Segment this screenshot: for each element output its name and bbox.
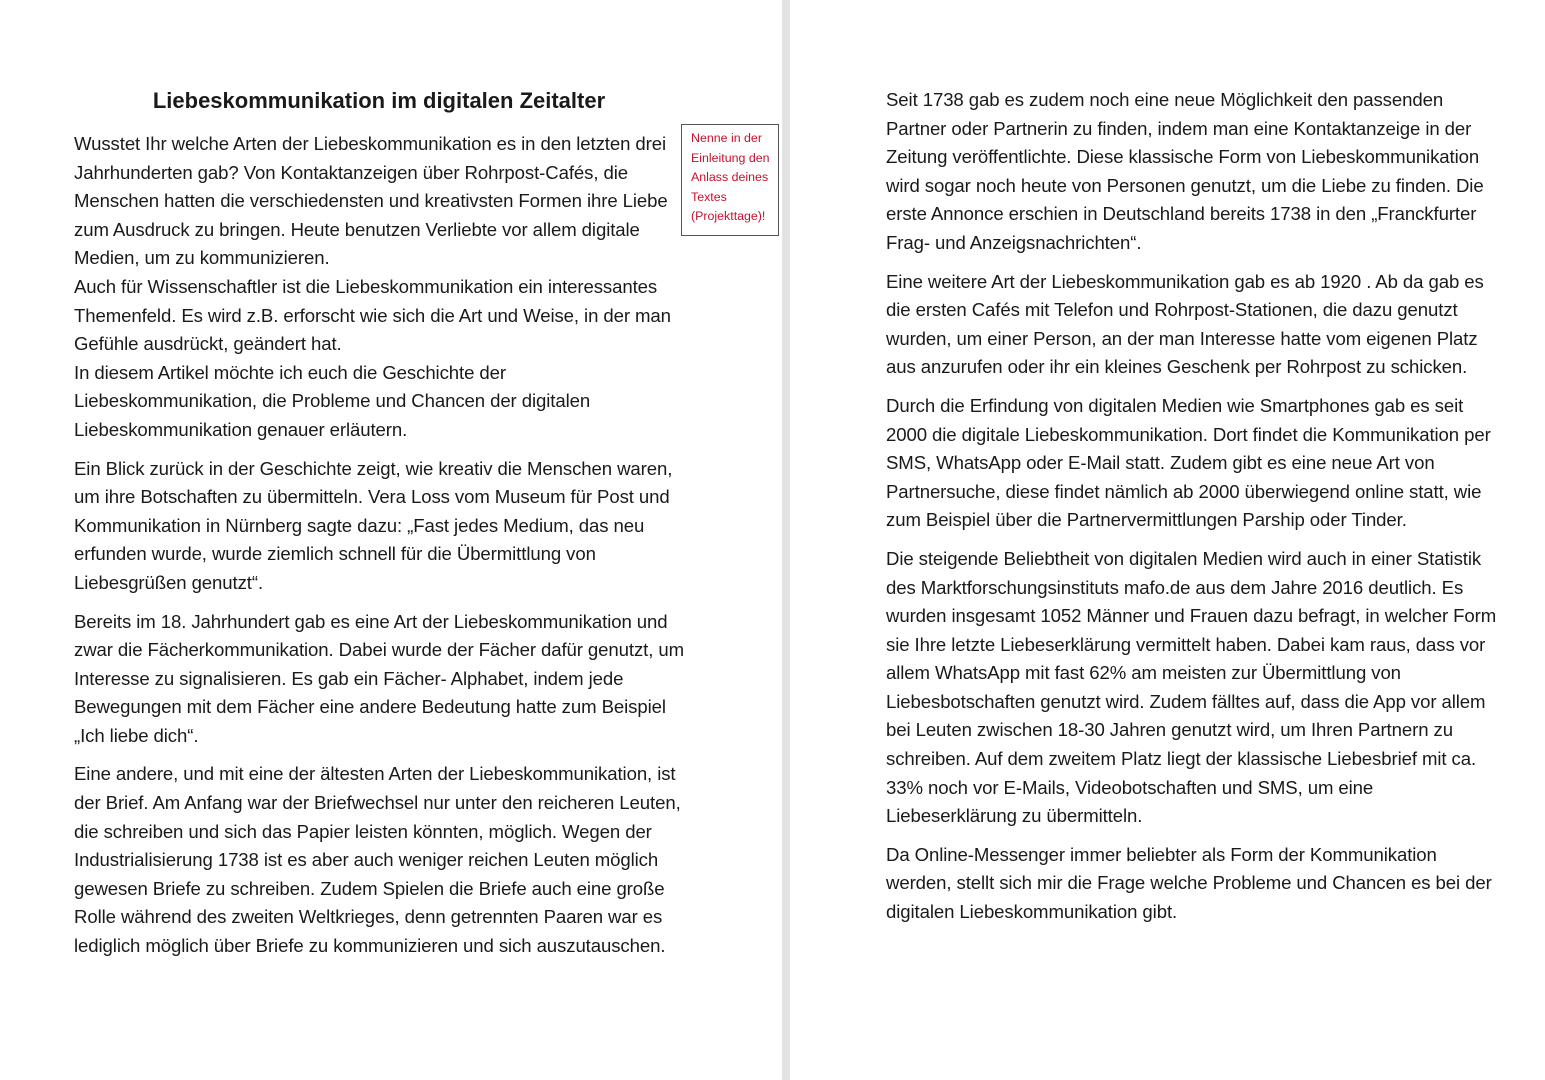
paragraph-statistics: Die steigende Beliebtheit von digitalen Medien wird auch in einer Statistik des Marktforschungsinstituts mafo.de aus dem Jahre 2016 deutlich. Es wurden insgesamt 1052 Männer und Frauen dazu befragt, in welcher Form sie Ihre letzte Liebeserklärung vermittelt haben. Dabei kam raus, dass vor allem WhatsApp mit fast 62% am meisten zur Übermittlung von Liebesbotschaften genutzt wird. Zudem fälltes auf, dass die App vor allem bei Leuten zwischen 18-30 Jahren genutzt wird, um Ihren Partnern zu schreiben. Auf dem zweitem Platz liegt der klassische Liebesbrief mit ca. 33% noch vor E-Mails, Videobotschaften und SMS, um eine Liebeserklärung zu übermitteln.: [886, 547, 1497, 827]
paragraph-science: Auch für Wissenschaftler ist die Liebeskommunikation ein interessantes Themenfeld. Es wird z.B. erforscht wie sich die Art und Weise, in der man Gefühle ausdrückt, geändert hat.: [74, 275, 671, 355]
review-comment-box[interactable]: Nenne in der Einleitung den Anlass deines Textes (Projekttage)!: [681, 124, 779, 236]
paragraph-contact-ads: Seit 1738 gab es zudem noch eine neue Möglichkeit den passenden Partner oder Partnerin zu finden, indem man eine Kontaktanzeige in der Zeitung veröffentlichte. Diese klassische Form von Liebeskommunikation wird sogar noch heute von Personen genutzt, um die Liebe zu finden. Die erste Annonce erschien in Deutschland bereits 1738 in den „Franckfurter Frag- und Anzeigsnachrichten“.: [886, 89, 1484, 253]
paragraph-digital-media: Durch die Erfindung von digitalen Medien wie Smartphones gab es seit 2000 die digitale Liebeskommunikation. Dort findet die Kommunikation per SMS, WhatsApp oder E-Mail statt. Zudem gibt es eine neue Art von Partnersuche, diese findet nämlich ab 2000 überwiegend online statt, wie zum Beispiel über die Partnervermittlungen Parship oder Tinder.: [886, 394, 1491, 531]
paragraph-history: Ein Blick zurück in der Geschichte zeigt, wie kreativ die Menschen waren, um ihre Botschaften zu übermitteln. Vera Loss vom Museum für Post und Kommunikation in Nürnberg sagte dazu: „Fast jedes Medium, das neu erfunden wurde, wurde ziemlich schnell für die Übermittlung von Liebesgrüßen genutzt“.: [74, 457, 673, 593]
paragraph-fan-communication: Bereits im 18. Jahrhundert gab es eine Art der Liebeskommunikation und zwar die Fächerkommunikation. Dabei wurde der Fächer dafür genutzt, um Interesse zu signalisieren. Es gab ein Fächer- Alphabet, indem jede Bewegungen mit dem Fächer eine andere Bedeutung hatte zum Beispiel „Ich liebe dich“.: [74, 610, 684, 746]
paragraph-letters: Eine andere, und mit eine der ältesten Arten der Liebeskommunikation, ist der Brief. Am Anfang war der Briefwechsel nur unter den reicheren Leuten, die schreiben und sich das Papier leisten könnten, möglich. Wegen der Industrialisierung 1738 ist es aber auch weniger reichen Leuten möglich gewesen Briefe zu schreiben. Zudem Spielen die Briefe auch eine große Rolle während des zweiten Weltkrieges, denn getrennten Paaren war es lediglich möglich über Briefe zu kommunizieren und sich auszutauschen.: [74, 763, 681, 957]
paragraph-intro: Wusstet Ihr welche Arten der Liebeskommunikation es in den letzten drei Jahrhunderten gab? Von Kontaktanzeigen über Rohrpost-Cafés, die Menschen hatten die verschiedensten und kreativsten Formen ihre Liebe zum Ausdruck zu bringen. Heute benutzen Verliebte vor allem digitale Medien, um zu kommunizieren.: [74, 133, 668, 269]
article-title: Liebeskommunikation im digitalen Zeitalter: [152, 88, 606, 113]
paragraph-pneumatic-post: Eine weitere Art der Liebeskommunikation gab es ab 1920 . Ab da gab es die ersten Cafés mit Telefon und Rohrpost-Stationen, die dazu genutzt wurden, um einer Person, an der man Interesse hatte vom eigenen Platz aus anzurufen oder ihr ein kleines Geschenk per Rohrpost zu schicken.: [886, 270, 1484, 378]
paragraph-question: Da Online-Messenger immer beliebter als Form der Kommunikation werden, stellt sich mir die Frage welche Probleme und Chancen es bei der digitalen Liebeskommunikation gibt.: [886, 843, 1492, 923]
left-text-column: [74, 130, 684, 971]
paragraph-article-goal: In diesem Artikel möchte ich euch die Geschichte der Liebeskommunikation, die Probleme und Chancen der digitalen Liebeskommunikation genauer erläutern.: [74, 361, 591, 440]
page-gutter: [782, 0, 790, 1080]
right-text-column: [886, 86, 1498, 937]
